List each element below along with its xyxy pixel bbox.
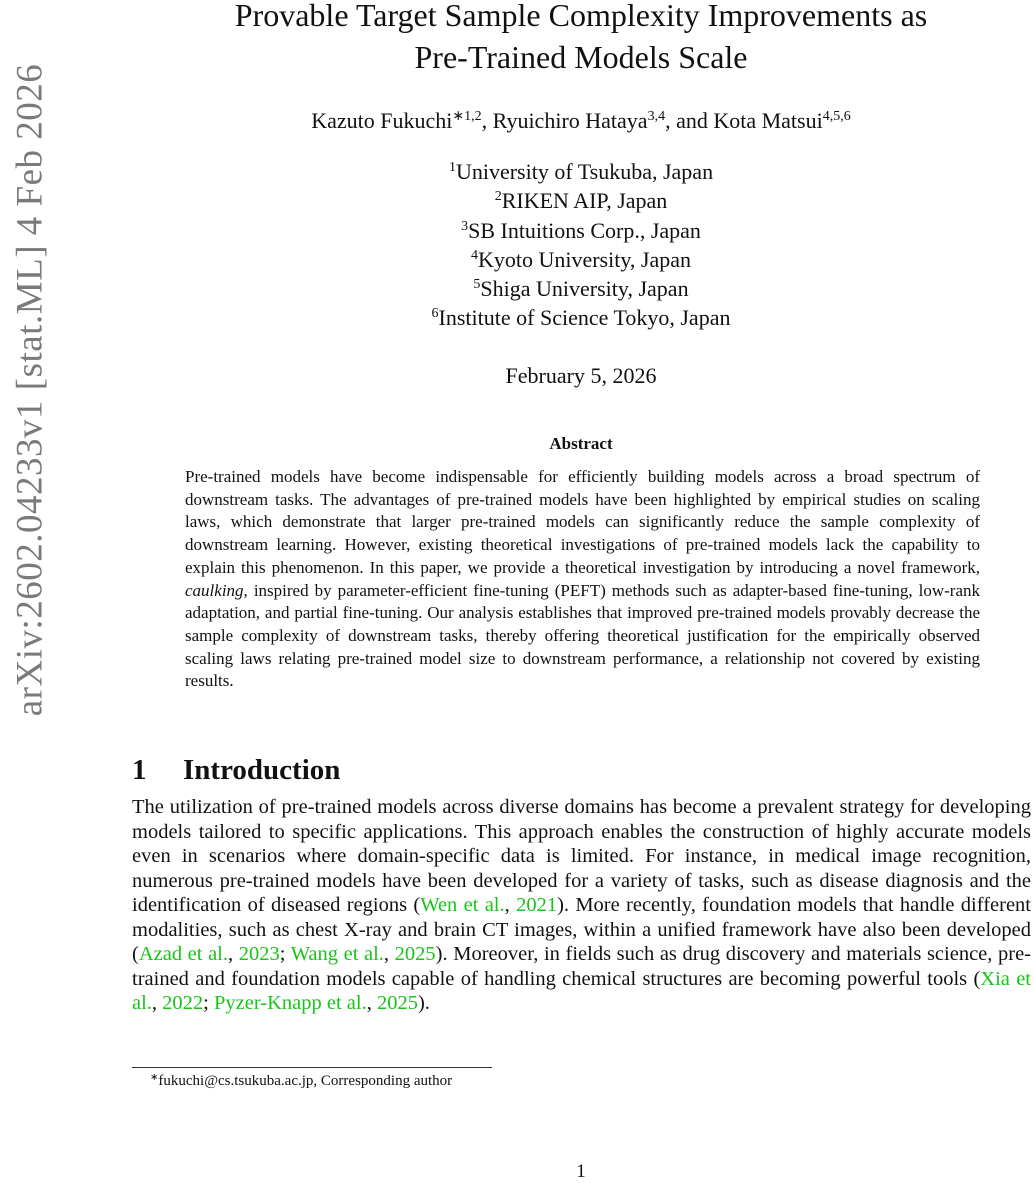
author-affiliation-marks: ∗1,2 bbox=[452, 109, 482, 124]
author-separator: , bbox=[481, 108, 493, 133]
citation-separator: , bbox=[383, 943, 395, 965]
affiliation-text: Institute of Science Tokyo, Japan bbox=[438, 305, 731, 331]
title-line-2: Pre-Trained Models Scale bbox=[414, 39, 748, 75]
paragraph-text: ; bbox=[279, 943, 291, 965]
affiliation-number: 2 bbox=[494, 189, 502, 205]
title-line-1: Provable Target Sample Complexity Improvements as bbox=[234, 0, 928, 33]
affiliation-line bbox=[130, 245, 1032, 274]
affiliation-line bbox=[130, 274, 1032, 303]
affiliation-number: 1 bbox=[448, 160, 456, 175]
introduction-paragraph bbox=[132, 795, 1031, 1016]
affiliation-text: University of Tsukuba, Japan bbox=[455, 159, 714, 184]
affiliation-text: Kyoto University, Japan bbox=[477, 246, 692, 272]
citation-link-year[interactable]: 2025 bbox=[376, 992, 418, 1014]
paragraph-text: The utilization of pre-trained models across diverse domains has become a prevalent strategy for developing models tailored to specific applications. This approach enables the construction of highly accurate models even in scenarios where domain-specific data is limited. For instance, in medical image recognition, numerous pre-trained models have been developed for a variety of tasks, such as disease diagnosis and the identification of diseased regions ( bbox=[132, 796, 1031, 916]
citation-link-author[interactable]: Pyzer-Knapp et al. bbox=[214, 992, 367, 1014]
affiliation-list bbox=[130, 157, 1032, 333]
paragraph-text: ; bbox=[203, 992, 214, 1014]
citation-separator: , bbox=[228, 943, 239, 965]
author-affiliation-marks: 3,4 bbox=[647, 109, 666, 124]
paragraph-text: ). More recently, foundation models that handle different modalities, such as chest X-ray and brain CT images, within a unified framework have also been developed ( bbox=[132, 894, 1031, 965]
abstract-emphasis: caulking bbox=[185, 580, 244, 600]
affiliation-number: 5 bbox=[473, 277, 481, 293]
abstract-paragraph bbox=[185, 466, 980, 693]
paragraph-text: ). bbox=[417, 992, 430, 1014]
page-number: 1 bbox=[576, 1161, 586, 1182]
arxiv-identifier-stamp bbox=[0, 63, 60, 717]
footnote bbox=[150, 1071, 452, 1091]
citation-separator: , bbox=[504, 894, 517, 916]
footnote-divider bbox=[132, 1067, 492, 1068]
abstract-heading: Abstract bbox=[549, 434, 613, 453]
affiliation-number: 4 bbox=[470, 247, 478, 263]
author-affiliation-marks: 4,5,6 bbox=[822, 109, 851, 124]
arxiv-stamp-text: arXiv:2602.04233v1 [stat.ML] 4 Feb 2026 bbox=[9, 63, 51, 717]
section-heading bbox=[132, 753, 340, 787]
affiliation-line bbox=[130, 216, 1032, 245]
citation-link-author[interactable]: Azad et al. bbox=[138, 943, 229, 965]
citation-link-year[interactable]: 2023 bbox=[238, 943, 280, 965]
paragraph-text: ). Moreover, in fields such as drug discovery and materials science, pre-trained and foundation models capable of handling chemical structures are becoming powerful tools ( bbox=[132, 943, 1032, 990]
author-list bbox=[130, 107, 1032, 135]
author-name: Kota Matsui bbox=[713, 108, 823, 133]
section-number: 1 bbox=[132, 754, 147, 786]
author-name: Kazuto Fukuchi bbox=[311, 108, 453, 133]
paper-title bbox=[130, 0, 1032, 78]
publication-date: February 5, 2026 bbox=[505, 363, 657, 388]
citation-separator: , bbox=[151, 992, 163, 1014]
abstract-text: , inspired by parameter-efficient fine-tuning (PEFT) methods such as adapter-based fine-tuning, low-rank adaptation, and partial fine-tuning. Our analysis establishes that improved pre-trained models provably decrease the sample complexity of downstream tasks, thereby offering theoretical justification for the empirically observed scaling laws relating pre-trained model size to downstream performance, a relationship not covered by existing results. bbox=[185, 580, 980, 691]
affiliation-line bbox=[130, 186, 1032, 215]
affiliation-line bbox=[130, 303, 1032, 332]
abstract-text: Pre-trained models have become indispensable for efficiently building models across a broad spectrum of downstream tasks. The advantages of pre-trained models have been highlighted by empirical studies on scaling laws, which demonstrate that larger pre-trained models can significantly reduce the sample complexity of downstream learning. However, existing theoretical investigations of pre-trained models lack the capability to explain this phenomenon. In this paper, we provide a theoretical investigation by introducing a novel framework, bbox=[185, 467, 980, 577]
citation-link-year[interactable]: 2021 bbox=[516, 894, 558, 916]
author-name: Ryuichiro Hataya bbox=[492, 108, 648, 133]
affiliation-text: RIKEN AIP, Japan bbox=[501, 188, 668, 214]
footnote-text: fukuchi@cs.tsukuba.ac.jp, Corresponding author bbox=[158, 1073, 453, 1089]
affiliation-number: 6 bbox=[431, 306, 439, 322]
affiliation-text: Shiga University, Japan bbox=[480, 276, 689, 302]
section-title-text: Introduction bbox=[183, 754, 341, 786]
affiliation-line bbox=[130, 157, 1032, 186]
footnote-mark: ∗ bbox=[150, 1072, 159, 1083]
citation-link-year[interactable]: 2025 bbox=[394, 943, 436, 965]
affiliation-text: SB Intuitions Corp., Japan bbox=[468, 217, 701, 243]
citation-link-year[interactable]: 2022 bbox=[162, 992, 204, 1014]
citation-link-author[interactable]: Wang et al. bbox=[290, 943, 384, 965]
citation-separator: , bbox=[366, 992, 377, 1014]
affiliation-number: 3 bbox=[461, 218, 469, 234]
citation-link-author[interactable]: Wen et al. bbox=[420, 894, 505, 916]
author-separator: , and bbox=[665, 108, 714, 133]
citation-link-author[interactable]: Xia et al. bbox=[132, 967, 1031, 1014]
